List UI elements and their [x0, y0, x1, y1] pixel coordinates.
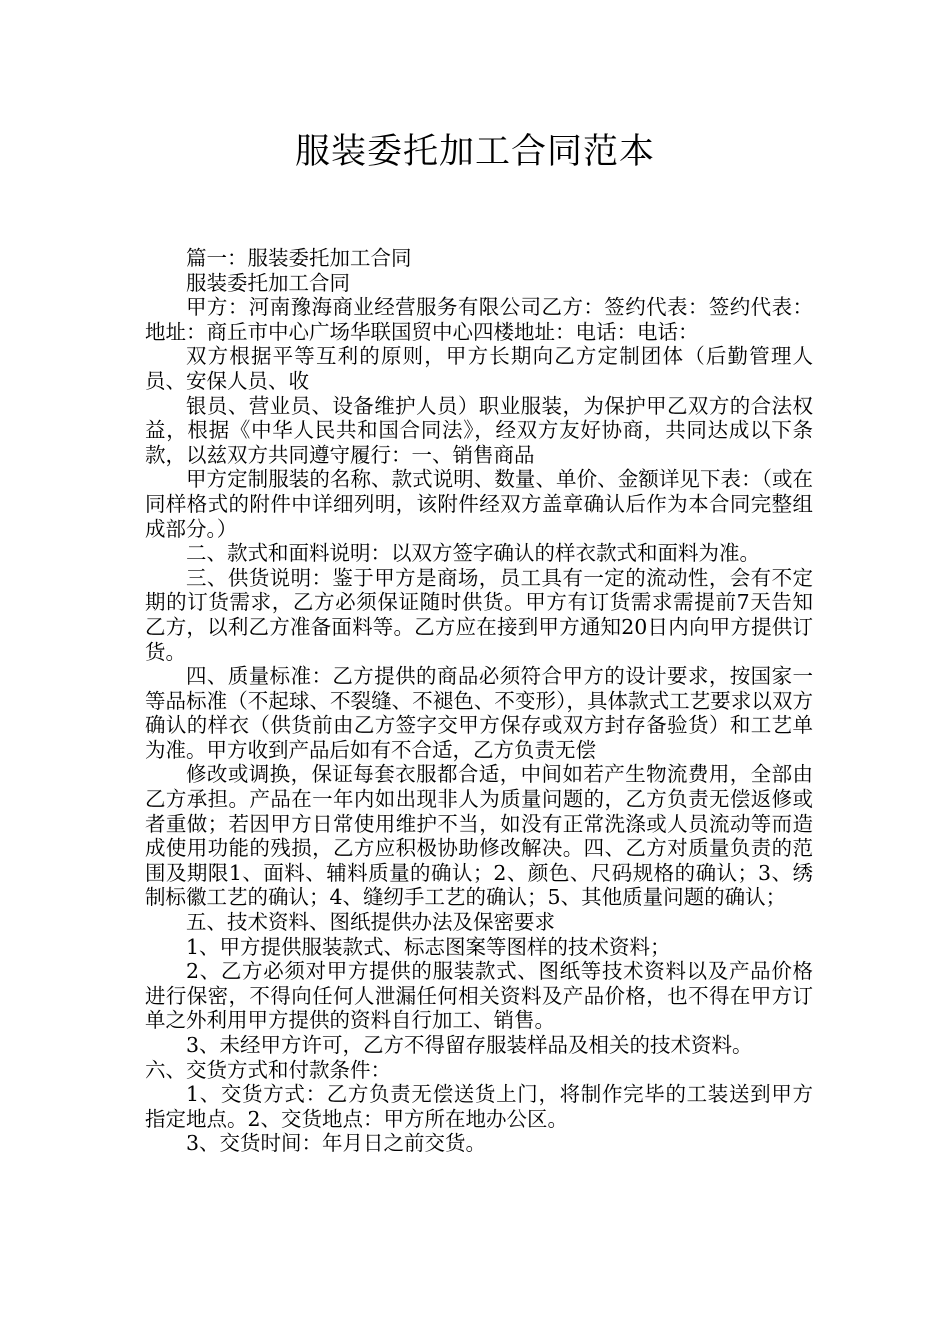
paragraph: 五、技术资料、图纸提供办法及保密要求 — [186, 910, 555, 935]
document-title: 服装委托加工合同范本 — [294, 132, 655, 172]
paragraph: 四、质量标准：乙方提供的商品必须符合甲方的设计要求，按国家一等品标准（不起球、不裂缝、不褪色、不变形），具体款式工艺要求以双方确认的样衣（供货前由乙方签字交甲方保存或双方封存备验货）和工艺单为准。甲方收到产品后如有不合适，乙方负责无偿 — [145, 664, 813, 762]
paragraph: 甲方：河南豫海商业经营服务有限公司乙方：签约代表：签约代表：地址：商丘市中心广场华联国贸中心四楼地址：电话：电话： — [145, 295, 813, 344]
paragraph: 2、乙方必须对甲方提供的服装款式、图纸等技术资料以及产品价格进行保密，不得向任何人泄漏任何相关资料及产品价格，也不得在甲方订单之外利用甲方提供的资料自行加工、销售。 — [145, 959, 813, 1033]
paragraph: 3、未经甲方许可，乙方不得留存服装样品及相关的技术资料。 — [186, 1033, 753, 1057]
document-body — [145, 246, 813, 1156]
paragraph: 甲方定制服装的名称、款式说明、数量、单价、金额详见下表：（或在同样格式的附件中详细列明，该附件经双方盖章确认后作为本合同完整组成部分。） — [145, 467, 813, 541]
paragraph: 1、甲方提供服装款式、标志图案等图样的技术资料； — [186, 934, 671, 959]
paragraph: 双方根据平等互利的原则，甲方长期向乙方定制团体（后勤管理人员、安保人员、收 — [145, 344, 813, 393]
paragraph: 服装委托加工合同 — [186, 270, 350, 295]
paragraph: 银员、营业员、设备维护人员）职业服装，为保护甲乙双方的合法权益，根据《中华人民共和国合同法》，经双方友好协商，共同达成以下条款，以兹双方共同遵守履行：一、销售商品 — [145, 393, 813, 467]
paragraph: 三、供货说明：鉴于甲方是商场，员工具有一定的流动性，会有不定期的订货需求，乙方必须保证随时供货。甲方有订货需求需提前7天告知乙方，以利乙方准备面料等。乙方应在接到甲方通知20日内向甲方提供订货。 — [145, 565, 813, 664]
paragraph: 篇一：服装委托加工合同 — [186, 246, 412, 270]
paragraph: 1、交货方式：乙方负责无偿送货上门，将制作完毕的工装送到甲方指定地点。2、交货地点：甲方所在地办公区。 — [145, 1082, 813, 1131]
section-heading: 六、交货方式和付款条件： — [145, 1057, 391, 1082]
paragraph: 二、款式和面料说明：以双方签字确认的样衣款式和面料为准。 — [186, 541, 760, 566]
paragraph: 3、交货时间：年月日之前交货。 — [186, 1131, 487, 1156]
paragraph: 修改或调换，保证每套衣服都合适，中间如若产生物流费用，全部由乙方承担。产品在一年内如出现非人为质量问题的，乙方负责无偿返修或者重做；若因甲方日常使用维护不当，如没有正常洗涤或人员流动等而造成使用功能的残损，乙方应积极协助修改解决。四、乙方对质量负责的范围及期限1、面料、辅料质量的确认；2、颜色、尺码规格的确认；3、绣制标徽工艺的确认；4、缝纫手工艺的确认；5、其他质量问题的确认； — [145, 762, 813, 910]
